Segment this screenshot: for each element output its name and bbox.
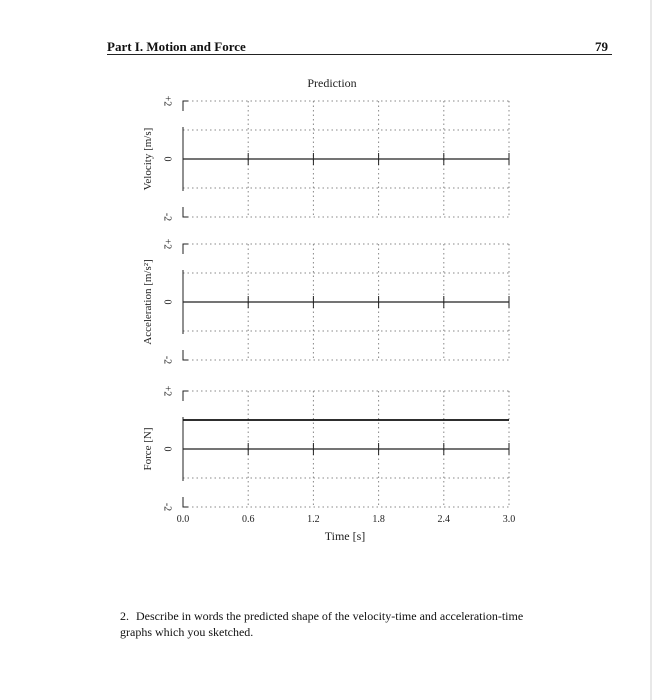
question-number: 2. bbox=[120, 609, 129, 623]
y-axis-label: Force [N] bbox=[142, 427, 154, 471]
x-tick-label: 0.0 bbox=[176, 514, 190, 525]
y-tick-label: -2 bbox=[161, 355, 173, 365]
question-text: Describe in words the predicted shape of the velocity-time and acceleration-time graphs which you sketched. bbox=[120, 609, 524, 639]
y-axis-top bbox=[183, 101, 188, 111]
chart-title: Prediction bbox=[307, 76, 357, 90]
x-tick-label: 0.6 bbox=[241, 514, 255, 525]
x-tick-label: 3.0 bbox=[502, 514, 516, 525]
y-tick-label: -2 bbox=[161, 502, 173, 512]
chart-panels bbox=[142, 96, 515, 525]
y-axis-top bbox=[183, 391, 188, 401]
y-tick-label: +2 bbox=[161, 95, 173, 107]
y-tick-label: 0 bbox=[161, 299, 173, 305]
y-tick-label: +2 bbox=[161, 238, 173, 250]
question-2 bbox=[120, 608, 540, 640]
y-axis-label: Velocity [m/s] bbox=[142, 127, 154, 191]
x-tick-label: 1.8 bbox=[372, 514, 385, 525]
x-tick-label: 1.2 bbox=[307, 514, 320, 525]
y-axis-bottom bbox=[183, 350, 188, 360]
y-axis-bottom bbox=[183, 207, 188, 217]
y-tick-label: -2 bbox=[161, 212, 173, 222]
y-axis-top bbox=[183, 244, 188, 254]
y-tick-label: 0 bbox=[161, 156, 173, 162]
section-title: Part I. Motion and Force bbox=[107, 39, 246, 54]
x-axis-label: Time [s] bbox=[324, 529, 366, 543]
x-tick-label: 2.4 bbox=[437, 514, 451, 525]
y-tick-label: 0 bbox=[161, 446, 173, 452]
y-axis-label: Acceleration [m/s²] bbox=[142, 259, 154, 345]
y-axis-bottom bbox=[183, 497, 188, 507]
y-tick-label: +2 bbox=[161, 385, 173, 397]
page-number: 79 bbox=[595, 39, 608, 54]
